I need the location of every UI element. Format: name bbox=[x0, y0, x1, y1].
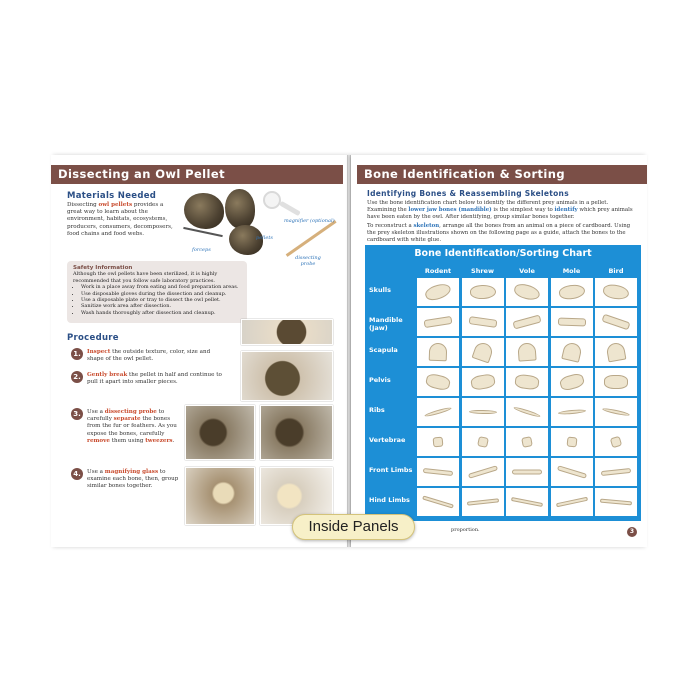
bone-cell bbox=[462, 428, 504, 456]
bone-cell bbox=[462, 398, 504, 426]
bone-cell bbox=[595, 488, 637, 516]
chart-column-header: Bird bbox=[608, 267, 624, 275]
bone-cell bbox=[551, 398, 593, 426]
bone-cell bbox=[462, 368, 504, 396]
chart-row-label: Pelvis bbox=[369, 376, 391, 384]
bone-cell bbox=[506, 488, 548, 516]
right-page bbox=[351, 155, 647, 547]
safety-item: • Wash hands thoroughly after dissection and cleanup. bbox=[81, 310, 241, 316]
step-3-text: Use a dissecting probe to carefully separate the bones from the fur or feathers. As you expose the bones, carefully remove them using tweezers. bbox=[87, 409, 177, 444]
bone-cell bbox=[462, 458, 504, 486]
step-number: 2. bbox=[71, 371, 83, 383]
chart-column-header: Rodent bbox=[424, 267, 452, 275]
bone-cell bbox=[551, 368, 593, 396]
bone-illustration bbox=[513, 282, 542, 302]
bone-illustration bbox=[557, 318, 585, 327]
chart-column-header: Vole bbox=[519, 267, 535, 275]
bone-illustration bbox=[467, 465, 497, 479]
safety-item: • Sanitize work area after dissection. bbox=[81, 303, 241, 309]
step-1-text: Inspect the outside texture, color, size and shape of the owl pellet. bbox=[87, 349, 211, 363]
step-2-text: Gently break the pellet in half and continue to pull it apart into smaller pieces. bbox=[87, 372, 222, 386]
identify-heading: Identifying Bones & Reassembling Skeletons bbox=[367, 189, 569, 198]
chart-column-header: Shrew bbox=[471, 267, 494, 275]
safety-title: Safety Information bbox=[73, 265, 133, 271]
bone-illustration bbox=[423, 468, 453, 476]
pellet-in-hand-photo bbox=[241, 319, 333, 345]
bone-illustration bbox=[469, 373, 495, 391]
materials-text: Dissecting owl pellets provides a great way to learn about the environment, habitats, ecosystems, producers, consumers, decomposers, food chains and food webs. bbox=[67, 202, 173, 237]
safety-box bbox=[67, 261, 247, 323]
bone-identification-chart bbox=[365, 245, 641, 521]
tweezers-photo bbox=[260, 405, 333, 460]
bone-illustration bbox=[517, 342, 536, 361]
right-page-banner: Bone Identification & Sorting bbox=[357, 165, 647, 184]
chart-row-label: Ribs bbox=[369, 406, 385, 414]
identify-paragraph-1: Use the bone identification chart below to identify the different prey animals in a pellet. Examining the lower jaw bones (mandible) is the simplest way to identify which prey animals have been eaten by the owl. After identifying, group similar bones together. bbox=[367, 200, 633, 220]
bone-cell bbox=[551, 488, 593, 516]
break-pellet-photo bbox=[241, 351, 333, 401]
bone-cell bbox=[595, 398, 637, 426]
step-number: 4. bbox=[71, 468, 83, 480]
bone-cell bbox=[551, 338, 593, 366]
bone-illustration bbox=[604, 375, 628, 389]
pellets-label: pellets bbox=[256, 235, 273, 241]
left-page bbox=[51, 155, 347, 547]
bone-cell bbox=[417, 398, 459, 426]
bone-cell bbox=[506, 398, 548, 426]
bone-illustration bbox=[610, 436, 622, 448]
bone-illustration bbox=[513, 406, 541, 418]
bone-illustration bbox=[429, 343, 448, 362]
bone-cell bbox=[551, 308, 593, 336]
bone-illustration bbox=[557, 409, 585, 415]
bone-cell bbox=[506, 338, 548, 366]
safety-list bbox=[81, 284, 241, 316]
chart-row-label: Skulls bbox=[369, 286, 391, 294]
bone-illustration bbox=[556, 465, 586, 479]
safety-item: • Use disposable gloves during the dissection and cleanup. bbox=[81, 291, 241, 297]
chart-row-label: Mandible (Jaw) bbox=[369, 316, 403, 332]
magnifying-glass-photo bbox=[185, 467, 255, 525]
bone-cell bbox=[506, 278, 548, 306]
bone-cell bbox=[595, 278, 637, 306]
magnifier-label: magnifier (optional) bbox=[284, 218, 335, 224]
step-4-text: Use a magnifying glass to examine each bone, then, group similar bones together. bbox=[87, 469, 179, 490]
separate-bones-photo bbox=[185, 405, 255, 460]
bone-cell bbox=[595, 308, 637, 336]
step-number: 1. bbox=[71, 348, 83, 360]
step-number: 3. bbox=[71, 408, 83, 420]
bone-illustration bbox=[558, 283, 586, 301]
bone-cell bbox=[506, 458, 548, 486]
bone-cell bbox=[506, 428, 548, 456]
bone-illustration bbox=[424, 406, 452, 418]
bone-illustration bbox=[512, 315, 541, 330]
dissecting-probe-image bbox=[286, 220, 337, 256]
bone-cell bbox=[417, 368, 459, 396]
forceps-label: forceps bbox=[192, 247, 211, 253]
magnifier-handle bbox=[279, 201, 301, 216]
bone-cell bbox=[595, 338, 637, 366]
safety-item: • Work in a place away from eating and food preparation areas. bbox=[81, 284, 241, 290]
bone-illustration bbox=[425, 372, 452, 391]
bone-illustration bbox=[566, 437, 577, 448]
page-number: 3 bbox=[627, 527, 637, 537]
inside-panels-caption: Inside Panels bbox=[292, 514, 415, 540]
procedure-heading: Procedure bbox=[67, 333, 119, 343]
left-page-banner: Dissecting an Owl Pellet bbox=[51, 165, 343, 184]
bone-cell bbox=[417, 458, 459, 486]
bone-cell bbox=[462, 278, 504, 306]
bone-illustration bbox=[602, 283, 630, 300]
brochure-spread bbox=[51, 155, 647, 547]
bone-illustration bbox=[606, 342, 627, 363]
bone-cell bbox=[417, 428, 459, 456]
bone-illustration bbox=[601, 314, 630, 331]
chart-column-header: Mole bbox=[562, 267, 581, 275]
bone-illustration bbox=[555, 497, 587, 508]
bone-illustration bbox=[433, 437, 444, 448]
bone-illustration bbox=[511, 497, 543, 507]
bone-cell bbox=[417, 278, 459, 306]
bone-illustration bbox=[471, 341, 494, 364]
safety-intro: Although the owl pellets have been sterilized, it is highly recommended that you follow safe laboratory practices. bbox=[73, 271, 218, 284]
bone-illustration bbox=[468, 316, 497, 328]
bone-illustration bbox=[602, 407, 630, 417]
bone-illustration bbox=[422, 495, 454, 508]
chart-row-label: Hind Limbs bbox=[369, 496, 410, 504]
bone-cell bbox=[417, 488, 459, 516]
bone-illustration bbox=[601, 468, 631, 476]
safety-item: • Use a disposable plate or tray to dissect the owl pellet. bbox=[81, 297, 241, 303]
bone-illustration bbox=[521, 436, 533, 448]
bone-illustration bbox=[561, 341, 583, 363]
bone-cell bbox=[462, 338, 504, 366]
bone-cell bbox=[551, 458, 593, 486]
owl-pellet-image bbox=[184, 193, 224, 229]
bone-illustration bbox=[424, 316, 453, 328]
bone-illustration bbox=[514, 374, 540, 391]
magnifier-image bbox=[263, 191, 281, 209]
bone-cell bbox=[551, 278, 593, 306]
bone-cell bbox=[462, 308, 504, 336]
probe-label: dissecting probe bbox=[295, 255, 321, 267]
bone-cell bbox=[417, 308, 459, 336]
materials-heading: Materials Needed bbox=[67, 191, 157, 201]
bone-cell bbox=[417, 338, 459, 366]
identify-paragraph-2: To reconstruct a skeleton, arrange all the bones from an animal on a piece of cardboard. Using the prey skeleton illustrations shown on the following page as a guide, attach the bones to the cardboard with white glue. bbox=[367, 223, 631, 243]
chart-title: Bone Identification/Sorting Chart bbox=[414, 248, 592, 259]
chart-row-label: Scapula bbox=[369, 346, 398, 354]
footnote: proportion. bbox=[451, 527, 480, 533]
bone-illustration bbox=[512, 470, 542, 475]
bone-cell bbox=[462, 488, 504, 516]
bone-cell bbox=[551, 428, 593, 456]
bone-illustration bbox=[477, 436, 489, 448]
bone-illustration bbox=[468, 410, 496, 414]
bone-illustration bbox=[423, 281, 452, 303]
bone-illustration bbox=[466, 498, 498, 505]
bone-illustration bbox=[558, 372, 585, 392]
bone-illustration bbox=[469, 284, 496, 299]
chart-row-label: Front Limbs bbox=[369, 466, 413, 474]
chart-row-label: Vertebrae bbox=[369, 436, 406, 444]
bone-illustration bbox=[600, 499, 632, 506]
bone-cell bbox=[506, 368, 548, 396]
owl-pellet-image bbox=[225, 189, 255, 229]
bone-cell bbox=[595, 368, 637, 396]
bone-cell bbox=[595, 428, 637, 456]
bone-cell bbox=[506, 308, 548, 336]
bone-cell bbox=[595, 458, 637, 486]
